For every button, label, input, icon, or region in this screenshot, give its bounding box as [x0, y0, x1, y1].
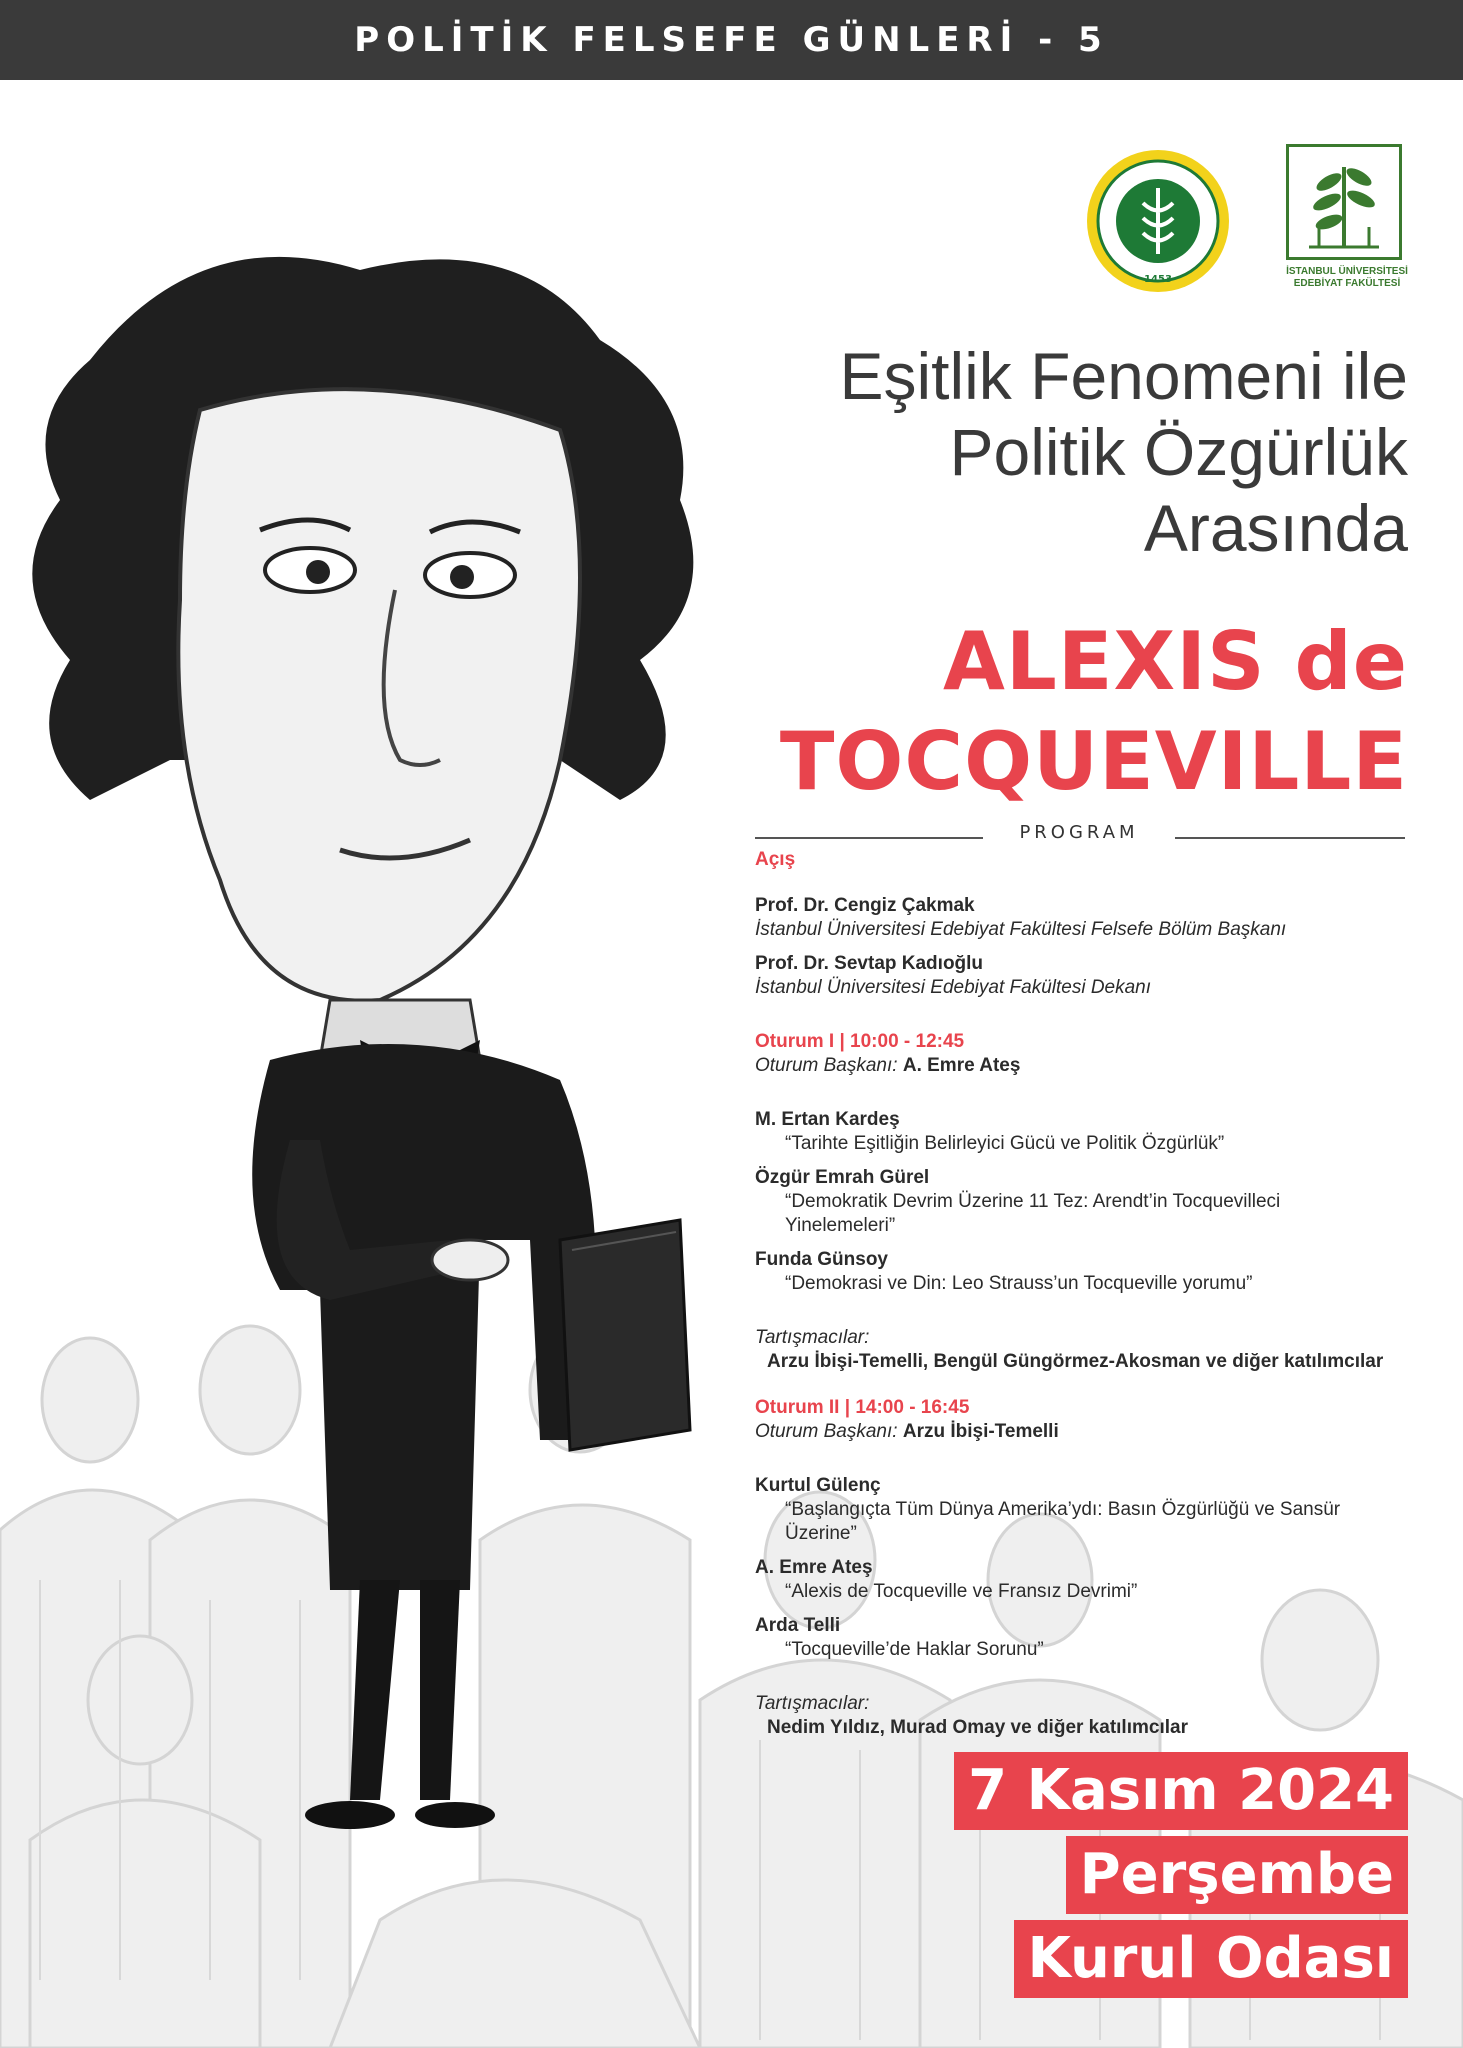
name-line-2: TOCQUEVILLE	[779, 715, 1408, 808]
name-line-1: ALEXIS de	[943, 615, 1408, 708]
svg-text:1453: 1453	[1144, 274, 1172, 285]
caricature-portrait-illustration	[0, 240, 740, 1840]
event-title	[648, 338, 1408, 566]
series-header	[0, 0, 1463, 80]
event-venue-box	[1014, 1920, 1408, 1998]
talk-speaker: Arda Telli	[755, 1615, 841, 1636]
talk-speaker: Funda Günsoy	[755, 1249, 888, 1270]
olive-branch-icon	[1286, 144, 1402, 260]
opening-speaker-role: İstanbul Üniversitesi Edebiyat Fakültesi Dekanı	[755, 977, 1152, 998]
talk-speaker: A. Emre Ateş	[755, 1557, 873, 1578]
faculty-caption: İSTANBUL ÜNİVERSİTESİ EDEBİYAT FAKÜLTESİ	[1286, 266, 1408, 289]
event-date-box	[954, 1752, 1408, 1830]
talk-title: “Başlangıçta Tüm Dünya Amerika’ydı: Basın Özgürlüğü ve Sansür	[785, 1499, 1341, 1520]
honoree-name	[648, 612, 1408, 812]
event-date: 7 Kasım 2024	[954, 1752, 1408, 1830]
title-line-1: Eşitlik Fenomeni ile	[839, 339, 1408, 413]
talk-title: “Tarihte Eşitliğin Belirleyici Gücü ve Politik Özgürlük”	[785, 1133, 1225, 1154]
opening-speaker-name: Prof. Dr. Sevtap Kadıoğlu	[755, 953, 984, 974]
talk-speaker: Özgür Emrah Gürel	[755, 1167, 930, 1188]
opening-speaker-role: İstanbul Üniversitesi Edebiyat Fakültesi Felsefe Bölüm Başkanı	[755, 919, 1287, 940]
program-label: PROGRAM	[1019, 822, 1139, 843]
session-2-discussants-label: Tartışmacılar:	[755, 1693, 870, 1714]
talk-title: “Alexis de Tocqueville ve Fransız Devrimi”	[785, 1581, 1138, 1602]
divider-left	[755, 837, 983, 839]
event-day-box	[1066, 1836, 1408, 1914]
talk-speaker: Kurtul Gülenç	[755, 1475, 881, 1496]
opening-label: Açış	[755, 849, 796, 870]
talk-speaker: M. Ertan Kardeş	[755, 1109, 900, 1130]
program-schedule	[755, 848, 1415, 1740]
series-title: POLİTİK FELSEFE GÜNLERİ - 5	[354, 20, 1109, 60]
session-1-title: Oturum I | 10:00 - 12:45	[755, 1031, 965, 1052]
session-1-discussants: Arzu İbişi-Temelli, Bengül Güngörmez-Akosman ve diğer katılımcılar	[767, 1351, 1384, 1372]
session-2-title: Oturum II | 14:00 - 16:45	[755, 1397, 970, 1418]
literature-faculty-logo	[1286, 144, 1408, 304]
session-2-discussants: Nedim Yıldız, Murad Omay ve diğer katılımcılar	[767, 1717, 1188, 1738]
talk-title: “Demokratik Devrim Üzerine 11 Tez: Arendt’in Tocquevilleci	[785, 1191, 1281, 1212]
event-venue: Kurul Odası	[1014, 1920, 1408, 1998]
talk-title: “Tocqueville’de Haklar Sorunu”	[785, 1639, 1044, 1660]
opening-speaker-name: Prof. Dr. Cengiz Çakmak	[755, 895, 975, 916]
divider-right	[1175, 837, 1405, 839]
session-1-chair: Oturum Başkanı: A. Emre Ateş	[755, 1055, 1021, 1076]
session-2-chair: Oturum Başkanı: Arzu İbişi-Temelli	[755, 1421, 1059, 1442]
event-day: Perşembe	[1066, 1836, 1408, 1914]
title-line-3: Arasında	[1143, 491, 1408, 565]
session-1-discussants-label: Tartışmacılar:	[755, 1327, 870, 1348]
istanbul-university-seal-logo	[1085, 148, 1231, 294]
talk-title: “Demokrasi ve Din: Leo Strauss’un Tocqueville yorumu”	[785, 1273, 1253, 1294]
talk-title-continued: Üzerine”	[785, 1523, 857, 1544]
title-line-2: Politik Özgürlük	[949, 415, 1408, 489]
talk-title-continued: Yinelemeleri”	[785, 1215, 896, 1236]
